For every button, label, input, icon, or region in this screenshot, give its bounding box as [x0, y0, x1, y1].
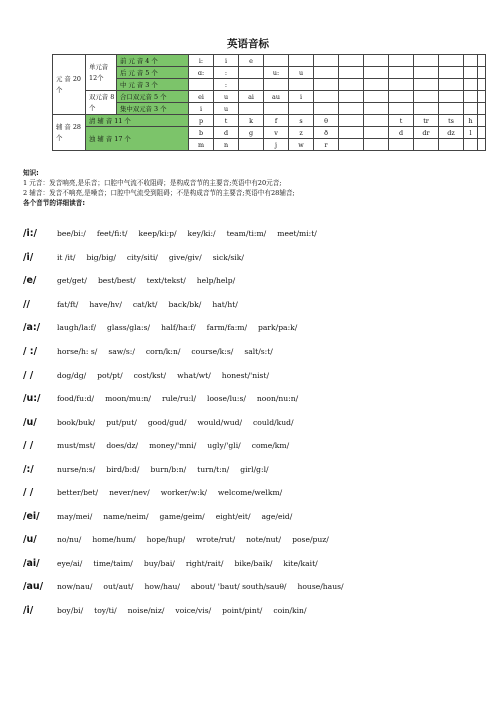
phonetic-symbol: /i/ [23, 605, 34, 617]
phonetic-cell [264, 55, 289, 67]
phonetic-symbol: / :/ [23, 346, 38, 357]
phonetic-cell: θ [314, 115, 339, 127]
phonetic-row [23, 434, 493, 458]
example-word: pot/pt/ [97, 370, 123, 380]
example-word: have/hv/ [89, 299, 122, 309]
example-word: about/ 'baut/ south/sauθ/ [190, 582, 287, 592]
phonetic-cell [439, 67, 464, 79]
phonetic-cell [314, 55, 339, 67]
phonetic-cell [414, 91, 439, 103]
category-label: 清 辅 音 11 个 [86, 115, 189, 127]
example-word: note/nut/ [246, 535, 282, 545]
example-word: food/fu:d/ [57, 394, 95, 404]
phonetic-row [23, 552, 493, 576]
example-word: how/hau/ [144, 582, 180, 592]
phonetic-cell [289, 103, 314, 115]
phonetic-cell: ts [439, 115, 464, 127]
phonetic-symbol: /ei/ [23, 510, 40, 522]
phonetic-examples-list [23, 222, 493, 622]
phonetic-symbol: /:/ [23, 463, 34, 475]
table-row [53, 79, 486, 91]
category-label: 中 元 音 3 个 [117, 79, 189, 91]
phonetic-cell: m [189, 139, 214, 151]
phonetic-row [23, 387, 493, 411]
phonetic-cell: h [464, 115, 478, 127]
phonetic-cell: f [264, 115, 289, 127]
phonetic-cell: u [289, 67, 314, 79]
phonetic-cell [189, 79, 214, 91]
phonetic-cell [389, 67, 414, 79]
phonetic-cell: w [289, 139, 314, 151]
phonetic-cell [464, 67, 478, 79]
phonetic-cell [478, 55, 486, 67]
example-word: worker/w:k/ [160, 488, 207, 498]
example-word: corn/k:n/ [145, 347, 181, 356]
example-word: saw/s:/ [108, 347, 135, 356]
phonetic-symbol: /i/ [23, 251, 34, 263]
example-word: burn/b:n/ [150, 464, 187, 474]
example-word: feet/fi:t/ [96, 229, 128, 239]
table-row [53, 55, 486, 67]
phonetic-cell [289, 79, 314, 91]
example-word: home/hum/ [92, 535, 136, 545]
phonetic-row [23, 528, 493, 552]
phonetic-cell [339, 55, 364, 67]
example-word: money/'mni/ [149, 441, 197, 451]
notes-line-1: 1 元音：发音响亮,是乐音；口腔中气流不收阻碍；是构成音节的主要音;英语中有20元音; [23, 179, 282, 187]
phonetic-symbol: /ai/ [23, 557, 40, 569]
phonetic-symbol: /u/ [23, 416, 37, 428]
example-word: best/best/ [97, 276, 136, 286]
phonetic-symbol: / / [23, 440, 34, 452]
phonetic-cell: r [314, 139, 339, 151]
table-row [53, 91, 486, 103]
phonetic-row [23, 340, 493, 364]
phonetic-cell [239, 103, 264, 115]
example-word: text/tekst/ [146, 276, 186, 286]
phonetic-cell [478, 67, 486, 79]
phonetic-row [23, 316, 493, 340]
phonetic-cell: i [214, 55, 239, 67]
phonetic-cell [414, 55, 439, 67]
phonetic-cell [464, 79, 478, 91]
phonetic-cell: dr [414, 127, 439, 139]
phonetic-cell: d [389, 127, 414, 139]
phonetic-cell: p [189, 115, 214, 127]
phonetic-cell [464, 55, 478, 67]
example-word: better/bet/ [57, 488, 99, 498]
example-word: honest/'nist/ [221, 370, 270, 380]
example-word: good/gud/ [147, 417, 187, 427]
phonetic-symbol: /u:/ [23, 393, 41, 405]
phonetic-cell [478, 79, 486, 91]
phonetic-cell: g [239, 127, 264, 139]
phonetic-cell [364, 79, 389, 91]
phonetic-cell [314, 103, 339, 115]
phonetic-cell [339, 127, 364, 139]
phonetic-cell: b [189, 127, 214, 139]
example-word: now/nau/ [57, 582, 93, 592]
example-word: help/help/ [196, 276, 236, 286]
phonetic-cell: n [214, 139, 239, 151]
example-word: come/km/ [251, 441, 290, 451]
phonetic-cell [364, 139, 389, 151]
phonetic-cell [314, 91, 339, 103]
phonetic-cell: i: [189, 55, 214, 67]
example-word: out/aut/ [103, 582, 134, 592]
phonetic-cell [264, 103, 289, 115]
example-word: buy/bai/ [143, 558, 175, 568]
phonetic-cell [364, 67, 389, 79]
phonetic-symbol: /u/ [23, 534, 37, 546]
phonetic-cell [339, 67, 364, 79]
table-row [53, 103, 486, 115]
phonetic-row [23, 457, 493, 481]
phonetic-cell [439, 79, 464, 91]
phonetic-symbol-table [52, 54, 486, 151]
phonetic-cell [264, 79, 289, 91]
category-label: 合口双元音 5 个 [117, 91, 189, 103]
subgroup-label: 双元音 8个 [86, 91, 117, 115]
phonetic-cell [389, 139, 414, 151]
example-word: time/taim/ [93, 558, 133, 568]
example-word: half/ha:f/ [161, 323, 196, 333]
example-word: coin/kin/ [273, 606, 307, 616]
example-word: bike/baik/ [234, 558, 273, 568]
example-word: dog/dg/ [57, 370, 87, 380]
subgroup-label: 单元音 12个 [86, 55, 117, 91]
example-word: may/mei/ [57, 511, 93, 521]
example-word: wrote/rut/ [196, 535, 236, 545]
phonetic-cell [478, 103, 486, 115]
phonetic-cell: s [289, 115, 314, 127]
example-word: name/neim/ [103, 511, 149, 521]
category-label: 后 元 音 5 个 [117, 67, 189, 79]
phonetic-cell: : [214, 67, 239, 79]
category-label: 集中双元音 3 个 [117, 103, 189, 115]
phonetic-cell [414, 79, 439, 91]
example-word: fat/ft/ [57, 299, 79, 309]
phonetic-cell: t [214, 115, 239, 127]
phonetic-cell: l [464, 127, 478, 139]
example-word: hope/hup/ [146, 535, 186, 545]
phonetic-row [23, 575, 493, 599]
category-label: 前 元 音 4 个 [117, 55, 189, 67]
example-word: cat/kt/ [132, 299, 158, 309]
example-word: it /it/ [57, 252, 76, 262]
phonetic-cell [364, 115, 389, 127]
phonetic-cell [478, 139, 486, 151]
example-word: noise/niz/ [127, 606, 165, 616]
example-word: kite/kait/ [283, 558, 318, 568]
knowledge-notes [23, 168, 483, 208]
example-word: loose/lu:s/ [207, 394, 246, 404]
phonetic-cell [478, 115, 486, 127]
phonetic-cell: i [189, 103, 214, 115]
phonetic-cell [389, 55, 414, 67]
example-word: get/get/ [57, 276, 87, 286]
phonetic-cell [364, 103, 389, 115]
phonetic-cell: u: [264, 67, 289, 79]
phonetic-cell: i [289, 91, 314, 103]
example-word: rule/ru:l/ [161, 394, 197, 404]
example-word: hat/ht/ [212, 299, 238, 309]
phonetic-cell [339, 139, 364, 151]
example-word: eye/ai/ [57, 558, 83, 568]
phonetic-cell [414, 103, 439, 115]
phonetic-symbol: / / [23, 369, 34, 381]
phonetic-cell [364, 127, 389, 139]
phonetic-cell [439, 103, 464, 115]
example-word: game/geim/ [159, 511, 205, 521]
example-word: pose/puz/ [292, 535, 329, 545]
phonetic-cell: z [289, 127, 314, 139]
phonetic-cell: t [389, 115, 414, 127]
category-label: 浊 辅 音 17 个 [86, 127, 189, 151]
example-word: welcome/welkm/ [217, 488, 283, 498]
example-word: age/eid/ [261, 511, 293, 521]
phonetic-cell: k [239, 115, 264, 127]
phonetic-cell [239, 67, 264, 79]
phonetic-cell [239, 139, 264, 151]
phonetic-cell: j [264, 139, 289, 151]
phonetic-row [23, 599, 493, 623]
example-word: no/nu/ [57, 535, 82, 545]
phonetic-cell [314, 67, 339, 79]
notes-heading: 知识: [23, 169, 39, 177]
phonetic-cell: u [214, 103, 239, 115]
phonetic-cell [414, 67, 439, 79]
example-word: house/haus/ [297, 582, 344, 592]
example-word: meet/mi:t/ [277, 229, 317, 239]
phonetic-cell: ð [314, 127, 339, 139]
phonetic-symbol: /au/ [23, 581, 44, 593]
example-word: would/wud/ [197, 417, 243, 427]
phonetic-cell [478, 91, 486, 103]
phonetic-cell: u [214, 91, 239, 103]
consonant-group-label: 辅 音 28个 [53, 115, 86, 151]
phonetic-cell: dz [439, 127, 464, 139]
phonetic-row [23, 246, 493, 270]
phonetic-cell [364, 91, 389, 103]
phonetic-cell [439, 91, 464, 103]
example-word: eight/eit/ [215, 511, 251, 521]
phonetic-cell [478, 127, 486, 139]
example-word: does/dz/ [106, 441, 139, 451]
phonetic-cell: ei [189, 91, 214, 103]
phonetic-cell [439, 55, 464, 67]
example-word: toy/ti/ [94, 606, 117, 616]
example-word: laugh/la:f/ [57, 323, 97, 333]
example-word: give/giv/ [168, 252, 202, 262]
page-title: 英语音标 [227, 38, 269, 50]
phonetic-cell [339, 115, 364, 127]
example-word: girl/g:l/ [240, 464, 269, 474]
example-word: book/buk/ [57, 417, 96, 427]
phonetic-cell [364, 55, 389, 67]
example-word: nurse/n:s/ [57, 464, 96, 474]
phonetic-row [23, 505, 493, 529]
example-word: park/pa:k/ [258, 323, 298, 333]
example-word: noon/nu:n/ [256, 394, 299, 404]
phonetic-row [23, 363, 493, 387]
phonetic-row [23, 410, 493, 434]
example-word: voice/vis/ [175, 606, 212, 616]
example-word: never/nev/ [109, 488, 150, 498]
phonetic-symbol: /a:/ [23, 322, 41, 334]
phonetic-cell: ɑ: [189, 67, 214, 79]
notes-subheading: 各个音节的详细读音: [23, 199, 85, 207]
example-word: keep/ki:p/ [138, 229, 177, 239]
phonetic-cell [389, 79, 414, 91]
table-row [53, 127, 486, 139]
phonetic-symbol: /e/ [23, 275, 37, 287]
example-word: team/ti:m/ [226, 229, 267, 239]
example-word: must/mst/ [57, 441, 96, 451]
phonetic-cell [339, 103, 364, 115]
example-word: sick/sik/ [212, 252, 244, 262]
phonetic-cell [339, 79, 364, 91]
phonetic-cell [314, 79, 339, 91]
phonetic-cell: e [239, 55, 264, 67]
phonetic-row [23, 269, 493, 293]
vowel-group-label: 元 音 20个 [53, 55, 86, 115]
example-word: point/pint/ [222, 606, 263, 616]
phonetic-cell: ai [239, 91, 264, 103]
phonetic-cell [289, 55, 314, 67]
example-word: key/ki:/ [187, 229, 216, 239]
example-word: what/wt/ [177, 370, 211, 380]
phonetic-row [23, 293, 493, 317]
example-word: city/siti/ [126, 252, 158, 262]
phonetic-cell: : [214, 79, 239, 91]
phonetic-row [23, 481, 493, 505]
example-word: back/bk/ [168, 299, 202, 309]
phonetic-cell: v [264, 127, 289, 139]
example-word: turn/t:n/ [197, 464, 230, 474]
phonetic-cell [464, 139, 478, 151]
example-word: cost/kst/ [133, 370, 167, 380]
example-word: right/rait/ [185, 558, 224, 568]
example-word: farm/fa:m/ [206, 323, 248, 333]
phonetic-cell [239, 79, 264, 91]
example-word: put/put/ [106, 417, 137, 427]
phonetic-symbol: /i:/ [23, 228, 37, 240]
phonetic-cell: au [264, 91, 289, 103]
example-word: course/k:s/ [191, 347, 234, 356]
example-word: bird/b:d/ [106, 464, 140, 474]
example-word: boy/bi/ [57, 606, 84, 616]
table-row [53, 67, 486, 79]
phonetic-symbol: // [23, 298, 30, 310]
phonetic-cell [464, 91, 478, 103]
example-word: ugly/'gli/ [207, 441, 241, 451]
example-word: could/kud/ [253, 417, 294, 427]
example-word: moon/mu:n/ [105, 394, 151, 404]
phonetic-cell [389, 103, 414, 115]
table-row [53, 115, 486, 127]
phonetic-row [23, 222, 493, 246]
example-word: big/big/ [86, 252, 116, 262]
phonetic-cell: d [214, 127, 239, 139]
example-word: horse/h: s/ [57, 347, 98, 356]
notes-line-2: 2 辅音：发音不响亮,是噪音；口腔中气流受到阻碍；不是构成音节的主要音;英语中有28辅音; [23, 189, 295, 197]
phonetic-cell [464, 103, 478, 115]
example-word: bee/bi:/ [57, 229, 86, 239]
phonetic-cell: tr [414, 115, 439, 127]
phonetic-cell [414, 139, 439, 151]
phonetic-symbol: / / [23, 487, 34, 499]
phonetic-cell [439, 139, 464, 151]
example-word: salt/s:t/ [244, 347, 273, 356]
example-word: glass/gla:s/ [107, 323, 151, 333]
phonetic-cell [389, 91, 414, 103]
phonetic-cell [339, 91, 364, 103]
